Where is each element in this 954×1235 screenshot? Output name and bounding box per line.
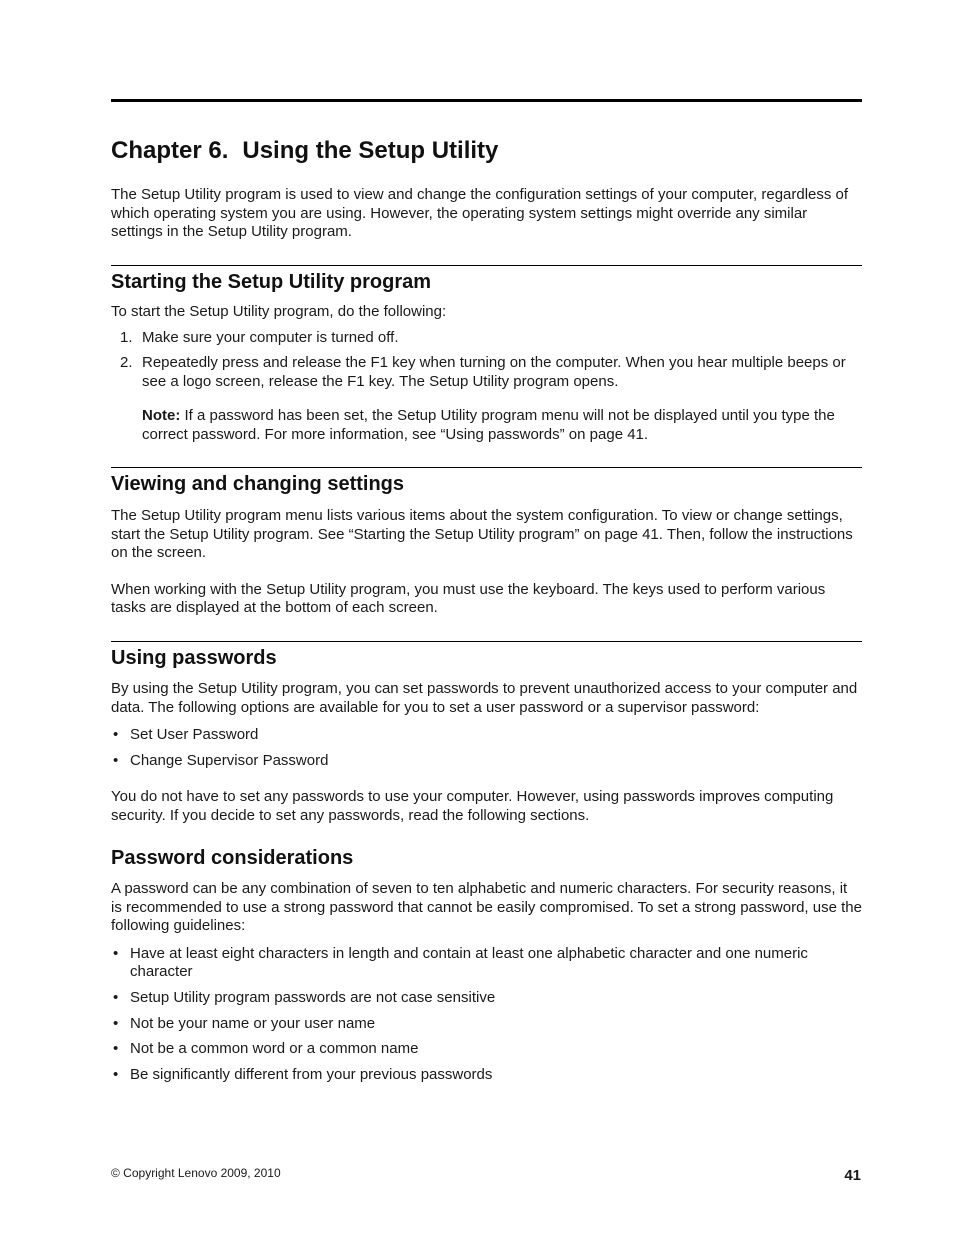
section-rule: [111, 265, 862, 266]
chapter-rule: [111, 99, 862, 102]
bullet: •: [113, 944, 119, 962]
section-heading: Starting the Setup Utility program: [111, 271, 432, 293]
note-text: If a password has been set, the Setup Utility program menu will not be displayed until you type the correct password. For more information, see “Using passwords” on page 41.: [142, 407, 835, 443]
steps-list: [111, 329, 862, 392]
list-item: • Be significantly different from your previous passwords: [113, 1065, 493, 1083]
section-heading: Password considerations: [111, 847, 354, 869]
chapter-number: Chapter 6.: [111, 137, 229, 164]
list-item: • Change Supervisor Password: [113, 751, 329, 769]
bullet: •: [113, 751, 119, 769]
section-heading: Using passwords: [111, 647, 277, 669]
body-paragraph: The Setup Utility program menu lists various items about the system configuration. To view or change settings, start the Setup Utility program. See “Starting the Setup Utility program” on page 41. Then, follow the instructions on the screen.: [111, 507, 853, 562]
body-paragraph: When working with the Setup Utility program, you must use the keyboard. The keys used to perform various tasks are displayed at the bottom of each screen.: [111, 580, 826, 617]
list-item: [111, 354, 862, 391]
section-considerations: [111, 846, 862, 1084]
list-item: • Not be your name or your user name: [113, 1014, 376, 1032]
section-passwords: [111, 646, 862, 826]
step-number: 1.: [120, 328, 133, 346]
section-viewing: [111, 472, 862, 618]
step-text: Repeatedly press and release the F1 key when turning on the computer. When you hear multiple beeps or see a logo screen, release the F1 key. The Setup Utility program opens.: [142, 354, 846, 390]
section-lead: To start the Setup Utility program, do the following:: [111, 303, 447, 320]
bullet: •: [113, 1065, 119, 1083]
section-rule: [111, 641, 862, 642]
bullet: •: [113, 1040, 119, 1058]
bullet: •: [113, 726, 119, 744]
list-item: • Not be a common word or a common name: [113, 1040, 419, 1058]
bullet-list: [111, 726, 862, 770]
footer-copyright: © Copyright Lenovo 2009, 2010: [111, 1166, 281, 1180]
bullet-list: [111, 945, 862, 1085]
step-text: Make sure your computer is turned off.: [142, 328, 399, 346]
bullet: •: [113, 1014, 119, 1032]
body-paragraph: A password can be any combination of seven to ten alphabetic and numeric characters. For security reasons, it is recommended to use a strong password that cannot be easily compromised. To set a strong password, use the following guidelines:: [111, 880, 862, 935]
body-paragraph: By using the Setup Utility program, you can set passwords to prevent unauthorized access to your computer and data. The following options are available for you to set a user password or a supervisor password:: [111, 680, 858, 716]
page-number: 41: [844, 1167, 861, 1184]
note-label: Note:: [142, 407, 181, 425]
bullet: •: [113, 988, 119, 1006]
note-paragraph: [111, 407, 862, 444]
list-item: • Have at least eight characters in length and contain at least one alphabetic character and one numeric character: [113, 944, 808, 981]
list-item: [111, 329, 862, 348]
intro-text: The Setup Utility program is used to view and change the configuration settings of your computer, regardless of which operating system you are using. However, the operating system settings might override any similar settings in the Setup Utility program.: [111, 186, 849, 241]
chapter-title: [111, 137, 498, 165]
section-starting: [111, 270, 862, 445]
chapter-title-text: Using the Setup Utility: [242, 137, 499, 164]
body-paragraph: You do not have to set any passwords to use your computer. However, using passwords improves computing security. If you decide to set any passwords, read the following sections.: [111, 788, 834, 824]
list-item: • Setup Utility program passwords are not case sensitive: [113, 988, 496, 1006]
list-item: • Set User Password: [113, 726, 259, 744]
step-number: 2.: [120, 354, 133, 372]
section-heading: Viewing and changing settings: [111, 473, 404, 495]
intro-paragraph: [111, 186, 862, 242]
section-rule: [111, 467, 862, 468]
